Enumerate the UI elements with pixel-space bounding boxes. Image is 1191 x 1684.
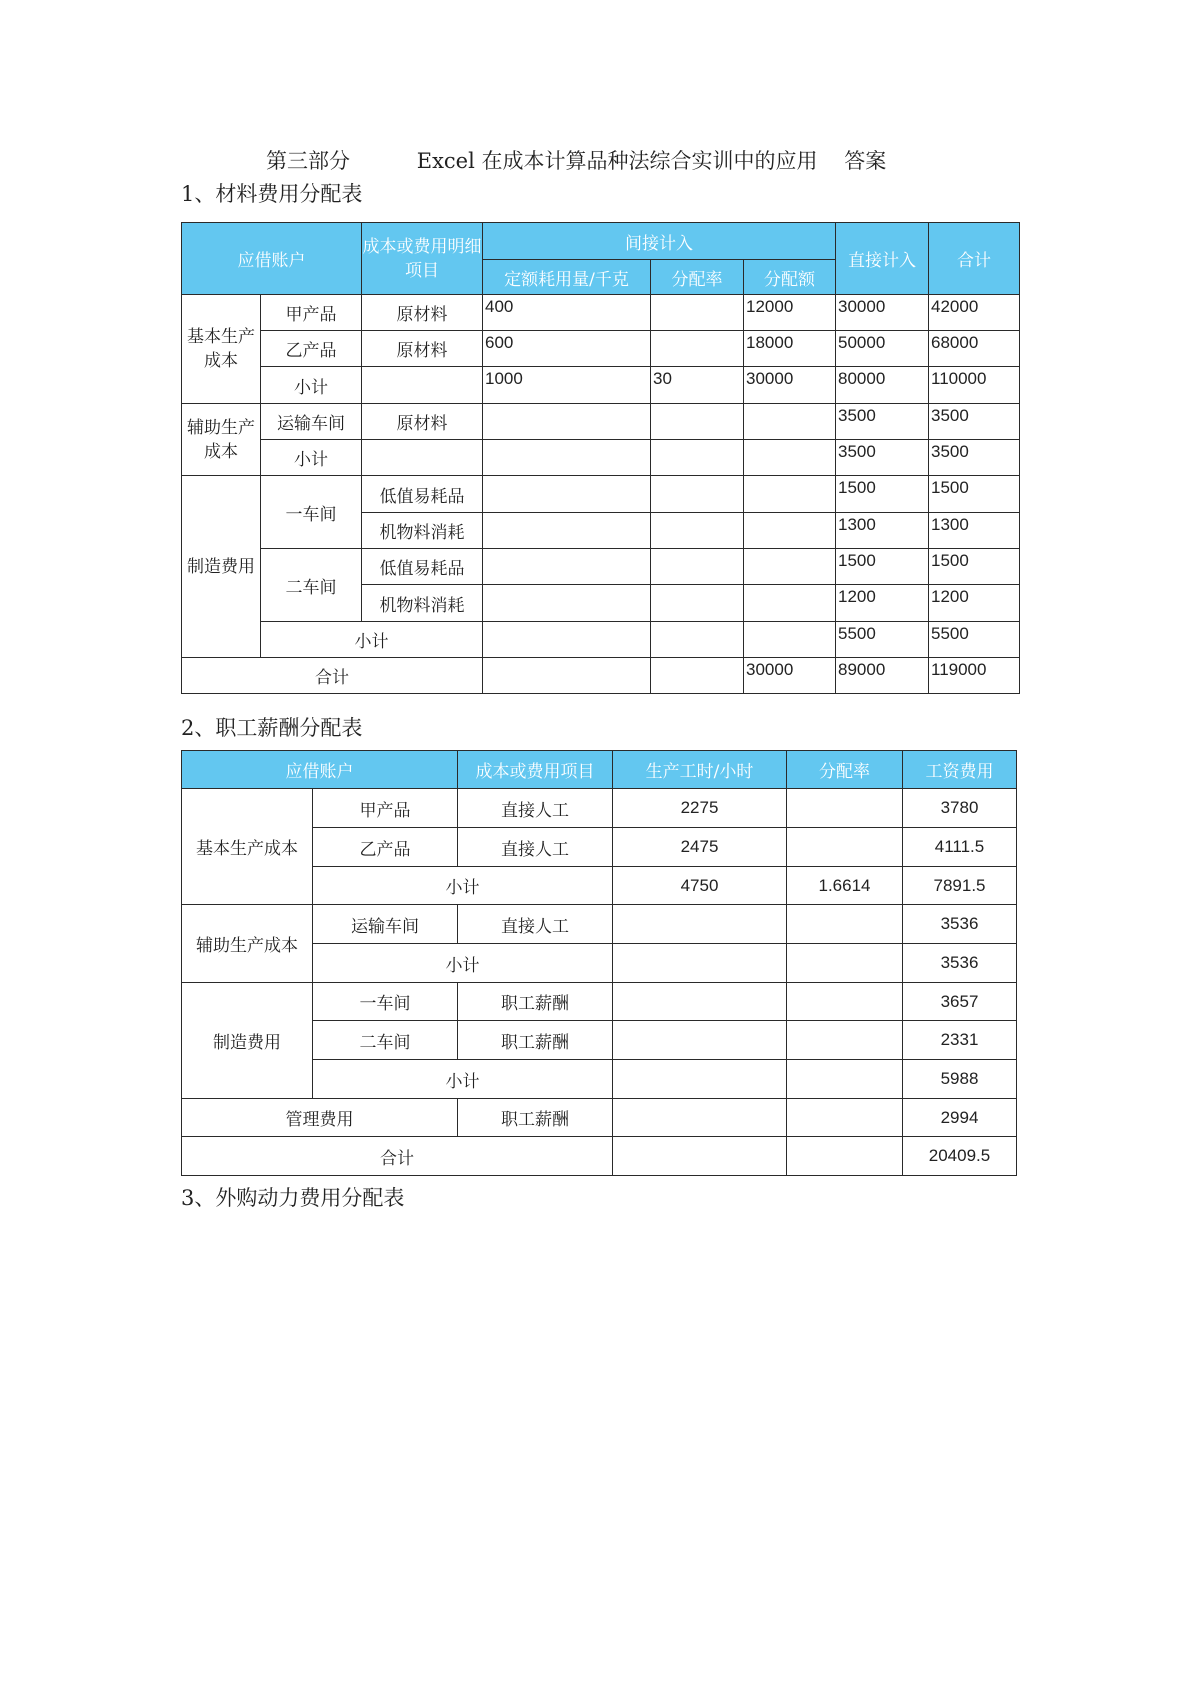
row-item: 直接人工 <box>458 905 613 944</box>
cell-rate <box>651 658 744 694</box>
row-item: 原材料 <box>362 295 483 331</box>
cell-hours: 2275 <box>613 789 787 828</box>
row-sub-label: 二车间 <box>313 1021 458 1060</box>
row-subtotal-label: 小计 <box>313 944 613 983</box>
row-sub-label: 小计 <box>261 440 362 476</box>
cell-rate <box>787 1099 903 1137</box>
cell-rate <box>651 404 744 440</box>
cell-wage: 2331 <box>903 1021 1017 1060</box>
row-subtotal-label: 小计 <box>313 867 613 905</box>
table-row <box>182 658 1020 694</box>
cell-wage: 3657 <box>903 983 1017 1021</box>
row-sub-label: 一车间 <box>313 983 458 1021</box>
cell-wage: 4111.5 <box>903 828 1017 867</box>
cell-hours <box>613 1099 787 1137</box>
cell-quota <box>483 513 651 549</box>
header-item: 成本或费用明细项目 <box>362 223 483 295</box>
cell-rate <box>787 1021 903 1060</box>
section-3-heading: 3、外购动力费用分配表 <box>181 1186 405 1210</box>
header-total: 合计 <box>929 223 1020 295</box>
table-row <box>182 367 1020 404</box>
row-subtotal-label: 小计 <box>313 1060 613 1099</box>
cell-direct: 30000 <box>836 295 929 331</box>
cell-quota: 400 <box>483 295 651 331</box>
cell-hours <box>613 944 787 983</box>
cell-rate <box>651 476 744 513</box>
row-total-label: 合计 <box>182 658 483 694</box>
cell-rate <box>787 944 903 983</box>
row-item: 原材料 <box>362 404 483 440</box>
cell-total: 5500 <box>929 622 1020 658</box>
table-row <box>182 440 1020 476</box>
header-account: 应借账户 <box>182 223 362 295</box>
cell-hours <box>613 983 787 1021</box>
group-manufacturing-overhead: 制造费用 <box>182 476 261 658</box>
row-item: 低值易耗品 <box>362 476 483 513</box>
cell-direct: 80000 <box>836 367 929 404</box>
row-sub-label: 运输车间 <box>261 404 362 440</box>
document-title: 第三部分 Excel 在成本计算品种法综合实训中的应用 答案 <box>266 149 887 173</box>
cell-direct: 1500 <box>836 476 929 513</box>
cell-total: 42000 <box>929 295 1020 331</box>
cell-quota <box>483 622 651 658</box>
cell-amount <box>744 622 836 658</box>
cell-rate <box>787 828 903 867</box>
cell-rate <box>787 1060 903 1099</box>
cell-total: 119000 <box>929 658 1020 694</box>
table-row <box>182 622 1020 658</box>
cell-total: 110000 <box>929 367 1020 404</box>
cell-rate <box>651 585 744 622</box>
cell-wage: 2994 <box>903 1099 1017 1137</box>
cell-rate <box>651 440 744 476</box>
cell-hours <box>613 1137 787 1176</box>
row-sub-label: 小计 <box>261 367 362 404</box>
cell-rate <box>787 1137 903 1176</box>
row-sub-label: 甲产品 <box>313 789 458 828</box>
row-item: 直接人工 <box>458 789 613 828</box>
cell-direct: 89000 <box>836 658 929 694</box>
row-item: 职工薪酬 <box>458 1099 613 1137</box>
cell-direct: 1500 <box>836 549 929 585</box>
row-management-label: 管理费用 <box>182 1099 458 1137</box>
table-row <box>182 404 1020 440</box>
cell-quota: 1000 <box>483 367 651 404</box>
cell-amount: 30000 <box>744 658 836 694</box>
row-subtotal-label: 小计 <box>261 622 483 658</box>
cell-direct: 5500 <box>836 622 929 658</box>
cell-direct: 3500 <box>836 404 929 440</box>
header-wage: 工资费用 <box>903 751 1017 789</box>
cell-total: 3500 <box>929 404 1020 440</box>
header-item: 成本或费用项目 <box>458 751 613 789</box>
cell-quota <box>483 658 651 694</box>
cell-amount <box>744 513 836 549</box>
row-item <box>362 440 483 476</box>
cell-rate <box>651 622 744 658</box>
cell-hours <box>613 1060 787 1099</box>
row-sub-label: 乙产品 <box>261 331 362 367</box>
cell-quota <box>483 440 651 476</box>
header-direct: 直接计入 <box>836 223 929 295</box>
row-item <box>362 367 483 404</box>
row-item: 直接人工 <box>458 828 613 867</box>
workshop-1: 一车间 <box>261 476 362 549</box>
cell-amount: 12000 <box>744 295 836 331</box>
row-item: 机物料消耗 <box>362 513 483 549</box>
table-row <box>182 476 1020 513</box>
cell-rate: 30 <box>651 367 744 404</box>
cell-amount <box>744 549 836 585</box>
cell-hours <box>613 1021 787 1060</box>
cell-amount: 18000 <box>744 331 836 367</box>
table-row <box>182 549 1020 585</box>
row-item: 低值易耗品 <box>362 549 483 585</box>
cell-wage: 20409.5 <box>903 1137 1017 1176</box>
header-hours: 生产工时/小时 <box>613 751 787 789</box>
row-total-label: 合计 <box>182 1137 613 1176</box>
table-row <box>182 1137 1017 1176</box>
cell-quota <box>483 404 651 440</box>
cell-rate <box>651 513 744 549</box>
cell-wage: 7891.5 <box>903 867 1017 905</box>
cell-total: 3500 <box>929 440 1020 476</box>
group-aux-production: 辅助生产成本 <box>182 404 261 476</box>
section-2-heading: 2、职工薪酬分配表 <box>181 716 363 740</box>
cell-quota <box>483 585 651 622</box>
cell-quota <box>483 476 651 513</box>
cell-wage: 5988 <box>903 1060 1017 1099</box>
table-row <box>182 789 1017 828</box>
cell-amount <box>744 404 836 440</box>
cell-total: 1300 <box>929 513 1020 549</box>
row-sub-label: 运输车间 <box>313 905 458 944</box>
header-amount: 分配额 <box>744 260 836 295</box>
cell-total: 1500 <box>929 476 1020 513</box>
group-basic-production: 基本生产成本 <box>182 295 261 404</box>
row-item: 原材料 <box>362 331 483 367</box>
cell-rate: 1.6614 <box>787 867 903 905</box>
cell-total: 68000 <box>929 331 1020 367</box>
cell-hours <box>613 905 787 944</box>
header-rate: 分配率 <box>651 260 744 295</box>
row-item: 机物料消耗 <box>362 585 483 622</box>
cell-wage: 3536 <box>903 944 1017 983</box>
cell-rate <box>651 295 744 331</box>
cell-total: 1500 <box>929 549 1020 585</box>
group-manufacturing-overhead: 制造费用 <box>182 983 313 1099</box>
cell-wage: 3780 <box>903 789 1017 828</box>
cell-hours: 2475 <box>613 828 787 867</box>
header-quota: 定额耗用量/千克 <box>483 260 651 295</box>
cell-wage: 3536 <box>903 905 1017 944</box>
group-basic-production: 基本生产成本 <box>182 789 313 905</box>
group-aux-production: 辅助生产成本 <box>182 905 313 983</box>
table-row <box>182 295 1020 331</box>
cell-rate <box>787 983 903 1021</box>
section-1-heading: 1、材料费用分配表 <box>181 182 363 206</box>
payroll-allocation-table <box>181 750 1017 1176</box>
row-sub-label: 甲产品 <box>261 295 362 331</box>
cell-direct: 1300 <box>836 513 929 549</box>
table-row <box>182 331 1020 367</box>
cell-rate <box>651 549 744 585</box>
cell-rate <box>787 789 903 828</box>
table-row <box>182 905 1017 944</box>
cell-quota: 600 <box>483 331 651 367</box>
cell-amount: 30000 <box>744 367 836 404</box>
cell-amount <box>744 476 836 513</box>
cell-quota <box>483 549 651 585</box>
header-account: 应借账户 <box>182 751 458 789</box>
cell-total: 1200 <box>929 585 1020 622</box>
header-rate: 分配率 <box>787 751 903 789</box>
workshop-2: 二车间 <box>261 549 362 622</box>
cell-direct: 3500 <box>836 440 929 476</box>
cell-direct: 1200 <box>836 585 929 622</box>
row-sub-label: 乙产品 <box>313 828 458 867</box>
cell-amount <box>744 585 836 622</box>
header-indirect: 间接计入 <box>483 223 836 260</box>
row-item: 职工薪酬 <box>458 983 613 1021</box>
table-row <box>182 983 1017 1021</box>
material-cost-allocation-table <box>181 222 1020 694</box>
cell-hours: 4750 <box>613 867 787 905</box>
cell-amount <box>744 440 836 476</box>
cell-direct: 50000 <box>836 331 929 367</box>
cell-rate <box>651 331 744 367</box>
cell-rate <box>787 905 903 944</box>
table-row <box>182 1099 1017 1137</box>
row-item: 职工薪酬 <box>458 1021 613 1060</box>
